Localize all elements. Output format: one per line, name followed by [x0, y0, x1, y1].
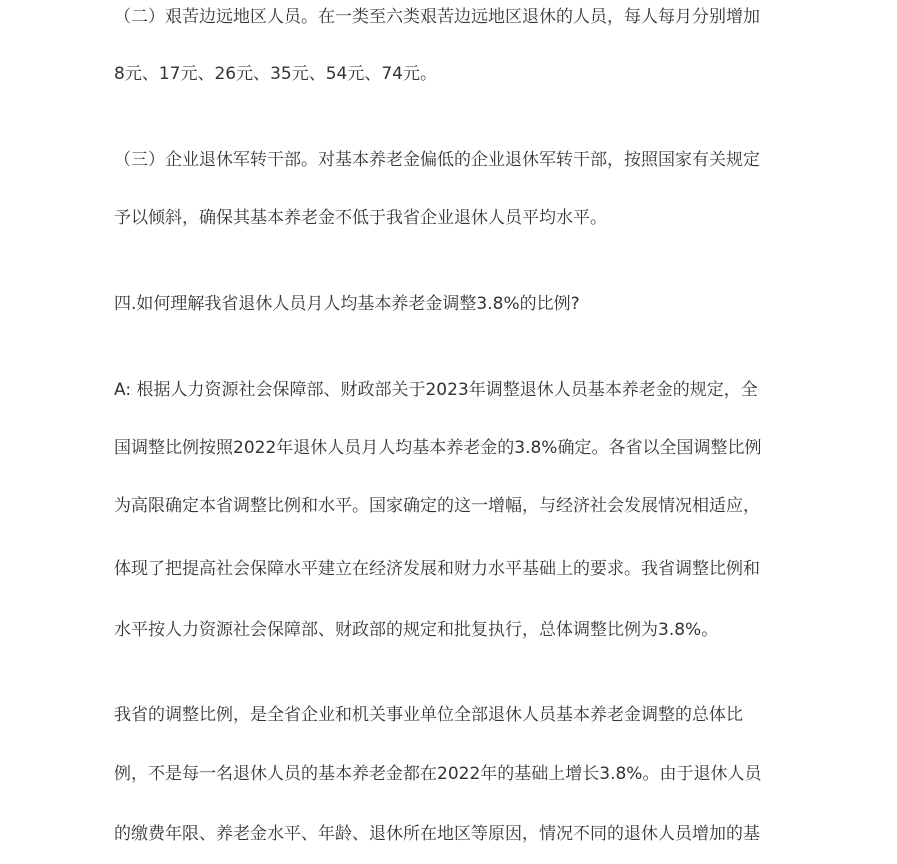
text-line: 的缴费年限、养老金水平、年龄、退休所在地区等原因，情况不同的退休人员增加的基 [114, 824, 760, 844]
text-line: （三）企业退休军转干部。对基本养老金偏低的企业退休军转干部，按照国家有关规定 [114, 150, 760, 170]
text-line: A: 根据人力资源社会保障部、财政部关于2023年调整退休人员基本养老金的规定，全 [114, 380, 758, 400]
text-line: 水平按人力资源社会保障部、财政部的规定和批复执行，总体调整比例为3.8%。 [114, 620, 719, 640]
text-line: 例，不是每一名退休人员的基本养老金都在2022年的基础上增长3.8%。由于退休人员 [114, 764, 762, 784]
text-line: 8元、17元、26元、35元、54元、74元。 [114, 64, 437, 84]
text-line: 国调整比例按照2022年退休人员月人均基本养老金的3.8%确定。各省以全国调整比例 [114, 438, 762, 458]
text-line: 我省的调整比例，是全省企业和机关事业单位全部退休人员基本养老金调整的总体比 [114, 705, 743, 725]
text-line: 予以倾斜，确保其基本养老金不低于我省企业退休人员平均水平。 [114, 208, 607, 228]
text-line: 体现了把提高社会保障水平建立在经济发展和财力水平基础上的要求。我省调整比例和 [114, 559, 760, 579]
text-line: 四.如何理解我省退休人员月人均基本养老金调整3.8%的比例? [114, 294, 580, 314]
text-line: 为高限确定本省调整比例和水平。国家确定的这一增幅，与经济社会发展情况相适应， [114, 496, 760, 516]
text-line: （二）艰苦边远地区人员。在一类至六类艰苦边远地区退休的人员，每人每月分别增加 [114, 7, 760, 27]
